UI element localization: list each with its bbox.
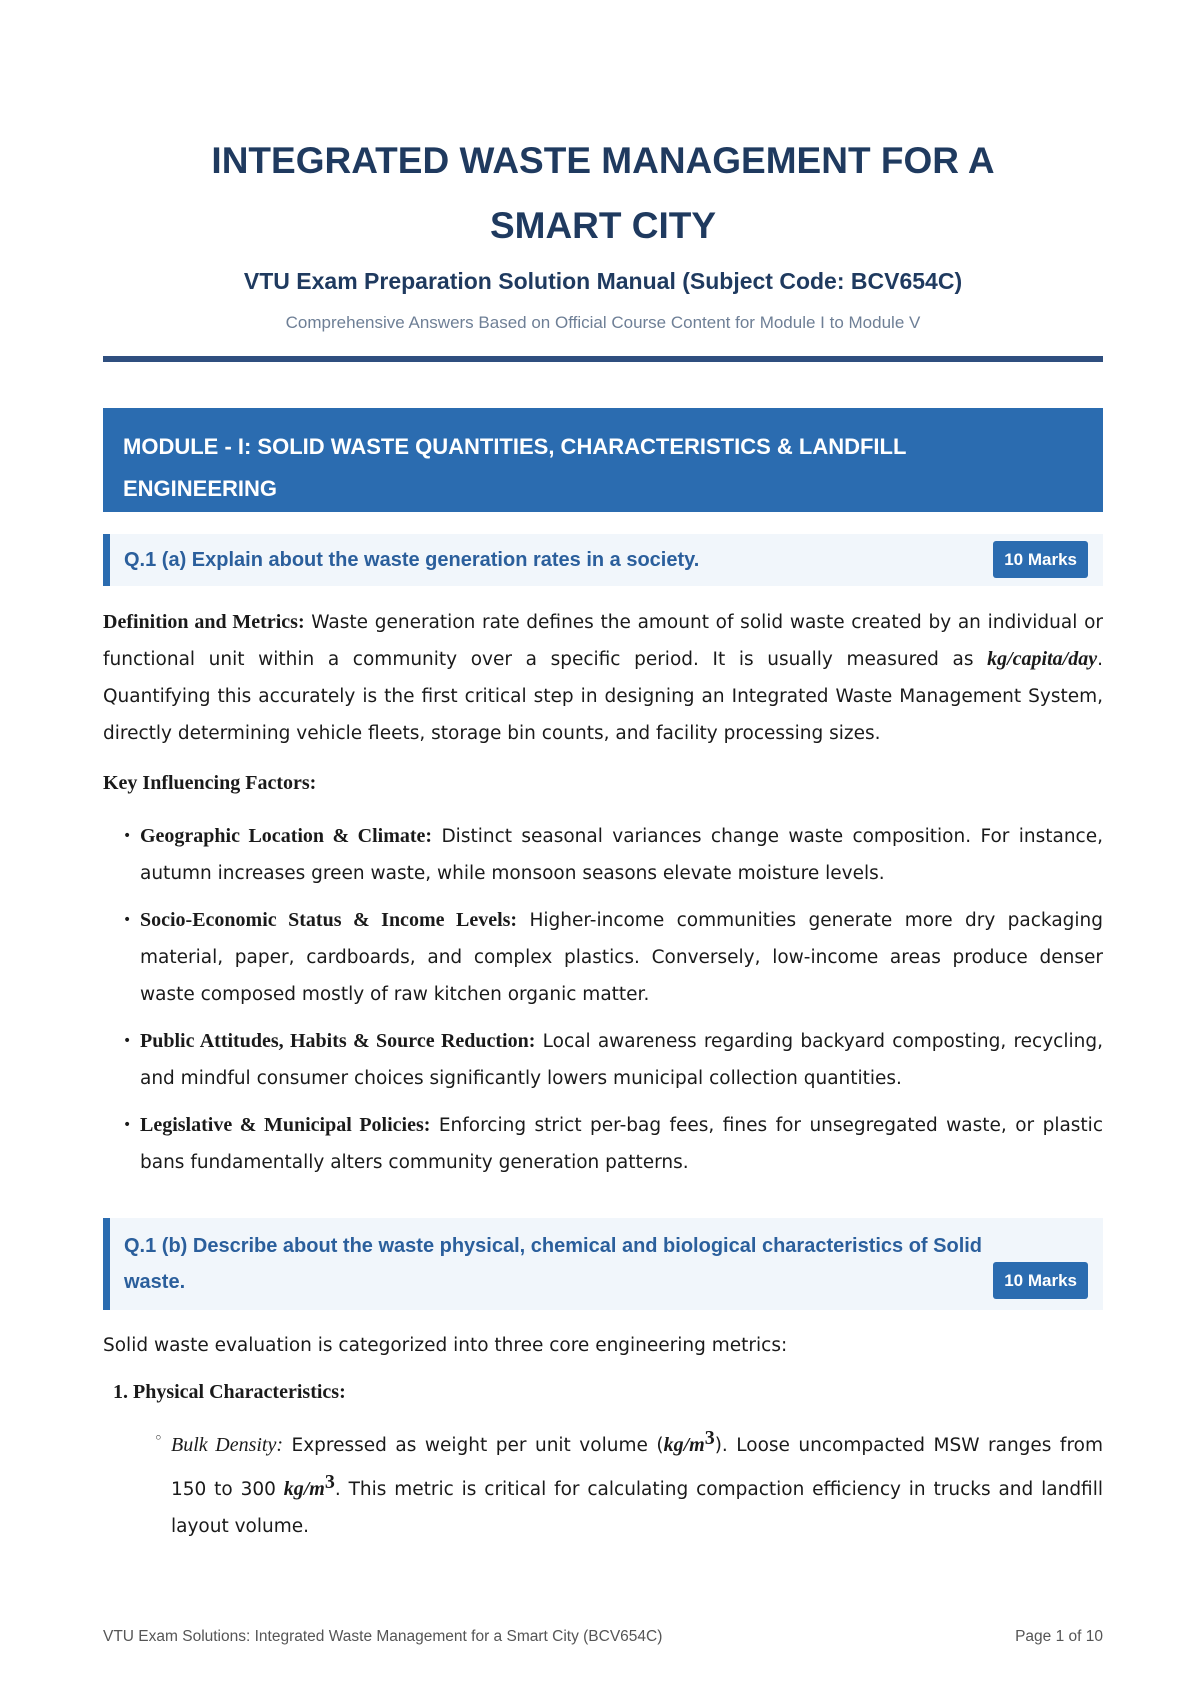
question-1a-box [103, 534, 1103, 586]
factor-text: Enforcing strict per-bag fees, fines for unsegregated waste, or plastic bans fundamentally alters community generation patterns. [140, 1115, 1103, 1173]
list-item-label: Physical Characteristics: [133, 1381, 346, 1403]
factors-heading: Key Influencing Factors: [103, 772, 317, 794]
question-1b-box [103, 1218, 1103, 1310]
module-heading-line-1: MODULE - I: SOLID WASTE QUANTITIES, CHARACTERISTICS & LANDFILL [123, 434, 907, 459]
unit-kg-m: kg/m [663, 1434, 705, 1457]
unit-superscript: 3 [324, 1471, 335, 1494]
footer-title: VTU Exam Solutions: Integrated Waste Management for a Smart City (BCV654C) [103, 1628, 663, 1645]
document-subtitle: VTU Exam Preparation Solution Manual (Subject Code: BCV654C) [243, 268, 963, 294]
module-heading-line-2: ENGINEERING [123, 476, 278, 501]
marks-badge: 10 Marks [993, 1262, 1088, 1299]
question-1a-text: Q.1 (a) Explain about the waste generation rates in a society. [124, 549, 700, 571]
document-title [103, 128, 1103, 258]
factor-text: Local awareness regarding backyard composting, recycling, and mindful consumer choices significantly lowers municipal collection quantities. [140, 1031, 1103, 1089]
definition-label: Definition and Metrics: [103, 611, 305, 633]
sub-item-text-1: Expressed as weight per unit volume ( [283, 1435, 664, 1457]
question-1b-line-1: Q.1 (b) Describe about the waste physical, chemical and biological characteristics of Solid [124, 1235, 983, 1257]
document-title-line-1: INTEGRATED WASTE MANAGEMENT FOR A [211, 140, 995, 181]
module-heading [103, 408, 1103, 512]
question-1b-text [124, 1228, 982, 1300]
bullet-dot: • [123, 828, 132, 844]
characteristics-intro: Solid waste evaluation is categorized into three core engineering metrics: [103, 1335, 788, 1356]
bullet-dot: • [123, 1117, 132, 1133]
factor-text: Distinct seasonal variances change waste composition. For instance, autumn increases green waste, while monsoon seasons elevate moisture levels. [140, 826, 1103, 884]
factor-text: Higher-income communities generate more dry packaging material, paper, cardboards, and complex plastics. Conversely, low-income areas produce denser waste composed mostly of raw kitchen organic matter. [140, 910, 1104, 1005]
list-item-physical [113, 1381, 346, 1404]
definition-text-2: . Quantifying this accurately is the first critical step in designing an Integrated Waste Management System, directly determining vehicle fleets, storage bin counts, and facility processing sizes. [103, 649, 1103, 744]
header-divider [103, 356, 1103, 362]
marks-badge: 10 Marks [993, 541, 1088, 578]
bullet-dot: • [123, 912, 132, 928]
sub-item-text-2: ). Loose uncompacted MSW ranges from 150 to 300 [171, 1435, 1103, 1501]
factor-label: Socio-Economic Status & Income Levels: [140, 909, 518, 931]
definition-paragraph [103, 604, 1103, 752]
factor-label: Geographic Location & Climate: [140, 825, 433, 847]
page-number: Page 1 of 10 [1015, 1628, 1103, 1645]
list-number: 1. [113, 1381, 128, 1403]
sub-item-label: Bulk Density: [171, 1434, 284, 1457]
unit-kg-m: kg/m [283, 1478, 325, 1501]
factor-label: Public Attitudes, Habits & Source Reduction: [140, 1030, 536, 1052]
sub-item-text-3: . This metric is critical for calculating compaction efficiency in trucks and landfill layout volume. [171, 1479, 1103, 1538]
definition-unit: kg/capita/day [987, 648, 1098, 670]
sub-bullet: ◦ [154, 1429, 163, 1447]
bullet-dot: • [123, 1033, 132, 1049]
unit-superscript: 3 [704, 1427, 715, 1449]
question-1b-line-2: waste. [124, 1271, 186, 1293]
document-title-line-2: SMART CITY [489, 205, 717, 246]
definition-text-1: Waste generation rate defines the amount of solid waste created by an individual or functional unit within a community over a specific period. It is usually measured as [103, 612, 1103, 670]
factor-label: Legislative & Municipal Policies: [140, 1114, 431, 1136]
document-tagline: Comprehensive Answers Based on Official Course Content for Module I to Module V [285, 313, 921, 332]
